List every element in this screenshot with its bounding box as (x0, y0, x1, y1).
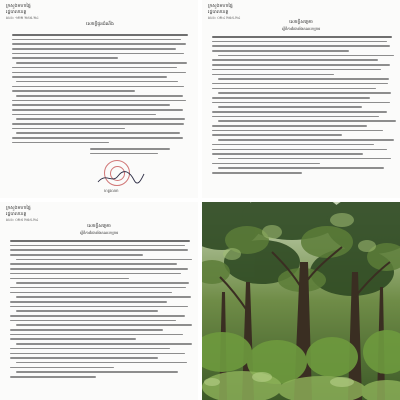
letterhead (208, 4, 278, 21)
document-title (251, 20, 351, 32)
document-decision-page-1 (202, 0, 400, 198)
document-title (49, 224, 149, 236)
letterhead-ministry: ក្រសួងមហាផ្ទៃ (208, 4, 233, 9)
reference-number: លេខ: ០២៤ ២៥៥.២៤ (208, 16, 241, 20)
letterhead-office: រដ្ឋបាលខេត្ត (6, 212, 27, 217)
body-text (212, 36, 392, 177)
letterhead-ministry: ក្រសួងមហាផ្ទៃ (6, 4, 31, 9)
body-text (10, 240, 190, 381)
date-line (90, 148, 170, 157)
letterhead-ministry: ក្រសួងមហាផ្ទៃ (6, 206, 31, 211)
document-notice-page (0, 0, 198, 198)
forest-trees-image (202, 202, 400, 400)
signature (96, 170, 146, 186)
subtitle-text: ស្តីពីការតែងតាំងគណៈកម្មការ (79, 231, 119, 235)
reference-number: លេខ: ០២៥ ២៥៥.២៤ (6, 218, 39, 222)
letterhead-office: រដ្ឋបាលខេត្ត (6, 10, 27, 15)
forest-photo (202, 202, 400, 400)
title-text: សេចក្តីសម្រេច (87, 224, 111, 229)
reference-number: លេខ: ១២២ ២៥៥.២៤ (6, 16, 39, 20)
letterhead (6, 4, 76, 21)
letterhead (6, 206, 76, 223)
subtitle-text: ស្តីពីការតែងតាំងគណៈកម្មការ (281, 27, 321, 31)
letterhead-office: រដ្ឋបាលខេត្ត (208, 10, 229, 15)
document-title: សេចក្តីជូនដំណឹង (86, 22, 114, 27)
signatory-label: ហត្ថលេខា (104, 188, 119, 193)
document-decision-page-2 (0, 202, 198, 400)
body-text (12, 34, 188, 147)
title-text: សេចក្តីសម្រេច (289, 20, 313, 25)
